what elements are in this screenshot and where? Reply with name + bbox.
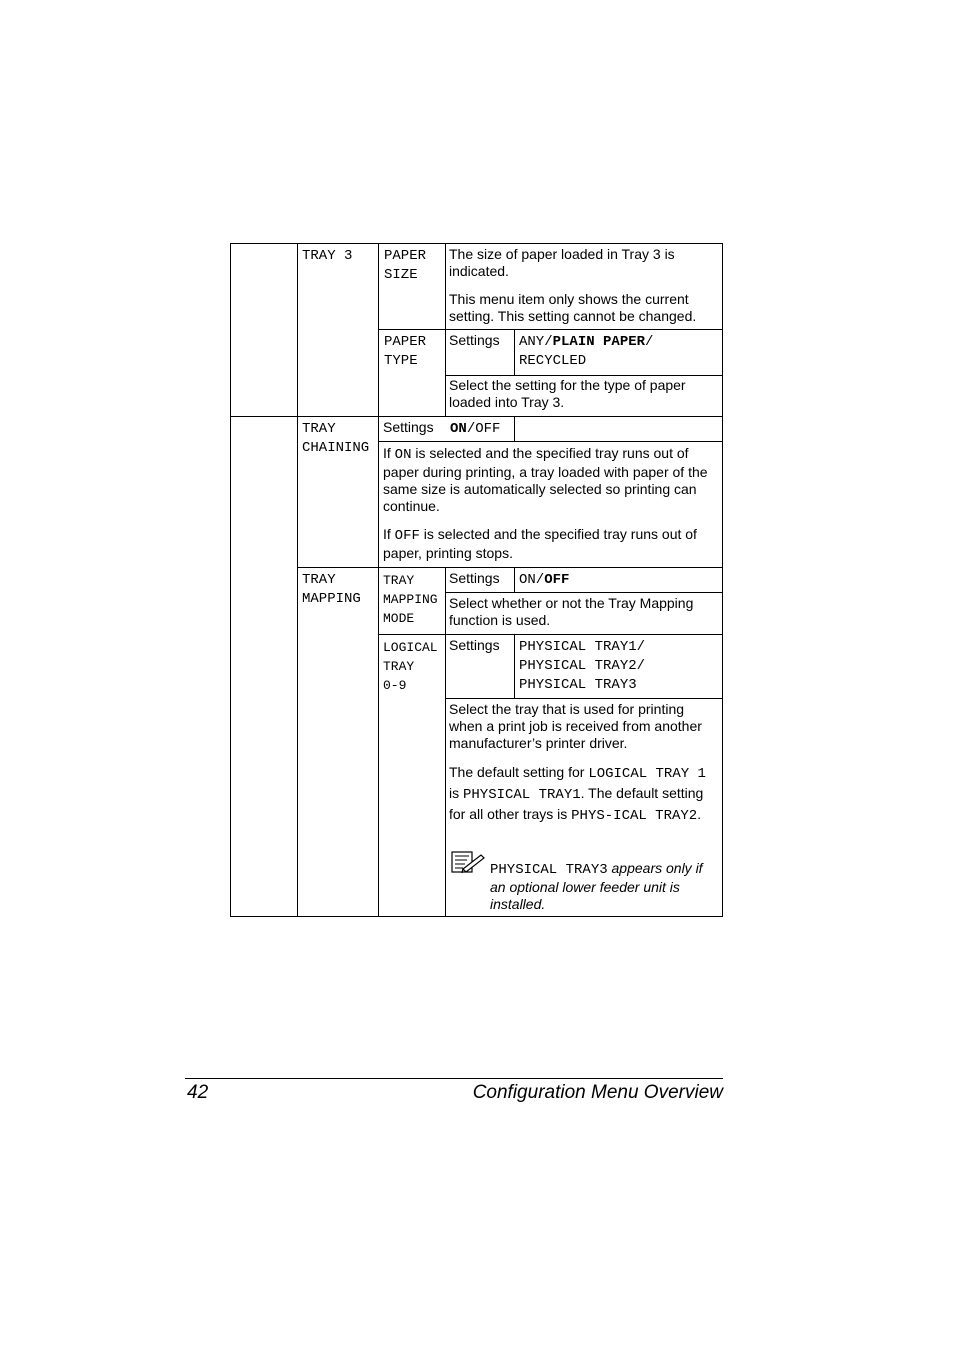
- paper-size-label: PAPER SIZE: [384, 248, 427, 283]
- tray-chaining-values: ON/OFF: [450, 421, 501, 437]
- tray-mapping-mode-label: TRAY MAPPING MODE: [383, 573, 438, 626]
- logical-tray-description: Select the tray that is used for printing when a print job is received from another manufacturer’s printer driver. The default setting for LOGICAL TRAY 1 is PHYSICAL TRAY1. The default setting for all other trays is PHYS-ICAL TRAY2.: [449, 701, 706, 824]
- paper-type-values: ANY/PLAIN PAPER/ RECYCLED: [519, 334, 654, 369]
- paper-type-settings-label: Settings: [449, 332, 500, 348]
- tray-mapping-label: TRAY MAPPING: [302, 572, 361, 607]
- note-text: PHYSICAL TRAY3 appears only if an optional lower feeder unit is installed.: [490, 860, 703, 912]
- tray-chaining-settings-label: Settings: [383, 419, 434, 435]
- logical-tray-label: LOGICAL TRAY 0-9: [383, 640, 438, 693]
- tray-chaining-label: TRAY CHAINING: [302, 421, 370, 456]
- logical-tray-values: PHYSICAL TRAY1/ PHYSICAL TRAY2/ PHYSICAL TRAY3: [519, 639, 646, 693]
- paper-type-label: PAPER TYPE: [384, 334, 427, 369]
- page-number: 42: [187, 1082, 209, 1103]
- paper-size-description: The size of paper loaded in Tray 3 is indicated. This menu item only shows the current setting. This setting cannot be changed.: [449, 246, 697, 324]
- config-menu-table: [230, 243, 723, 917]
- tray-mapping-mode-values: ON/OFF: [519, 572, 570, 588]
- note-pencil-icon: [451, 851, 485, 875]
- paper-type-description: Select the setting for the type of paper loaded into Tray 3.: [449, 377, 686, 410]
- logical-tray-settings-label: Settings: [449, 637, 500, 653]
- tray-mapping-mode-settings-label: Settings: [449, 570, 500, 586]
- tray-mapping-mode-description: Select whether or not the Tray Mapping function is used.: [449, 595, 694, 628]
- tray3-label: TRAY 3: [302, 248, 353, 264]
- footer-rule: [185, 1078, 723, 1079]
- tray-chaining-description: If ON is selected and the specified tray runs out of paper during printing, a tray loaded with paper of the same size is automatically selected so printing can continue. If OFF is selected and the specified tray runs out of paper, printing stops.: [383, 445, 708, 561]
- section-title: Configuration Menu Overview: [472, 1082, 723, 1103]
